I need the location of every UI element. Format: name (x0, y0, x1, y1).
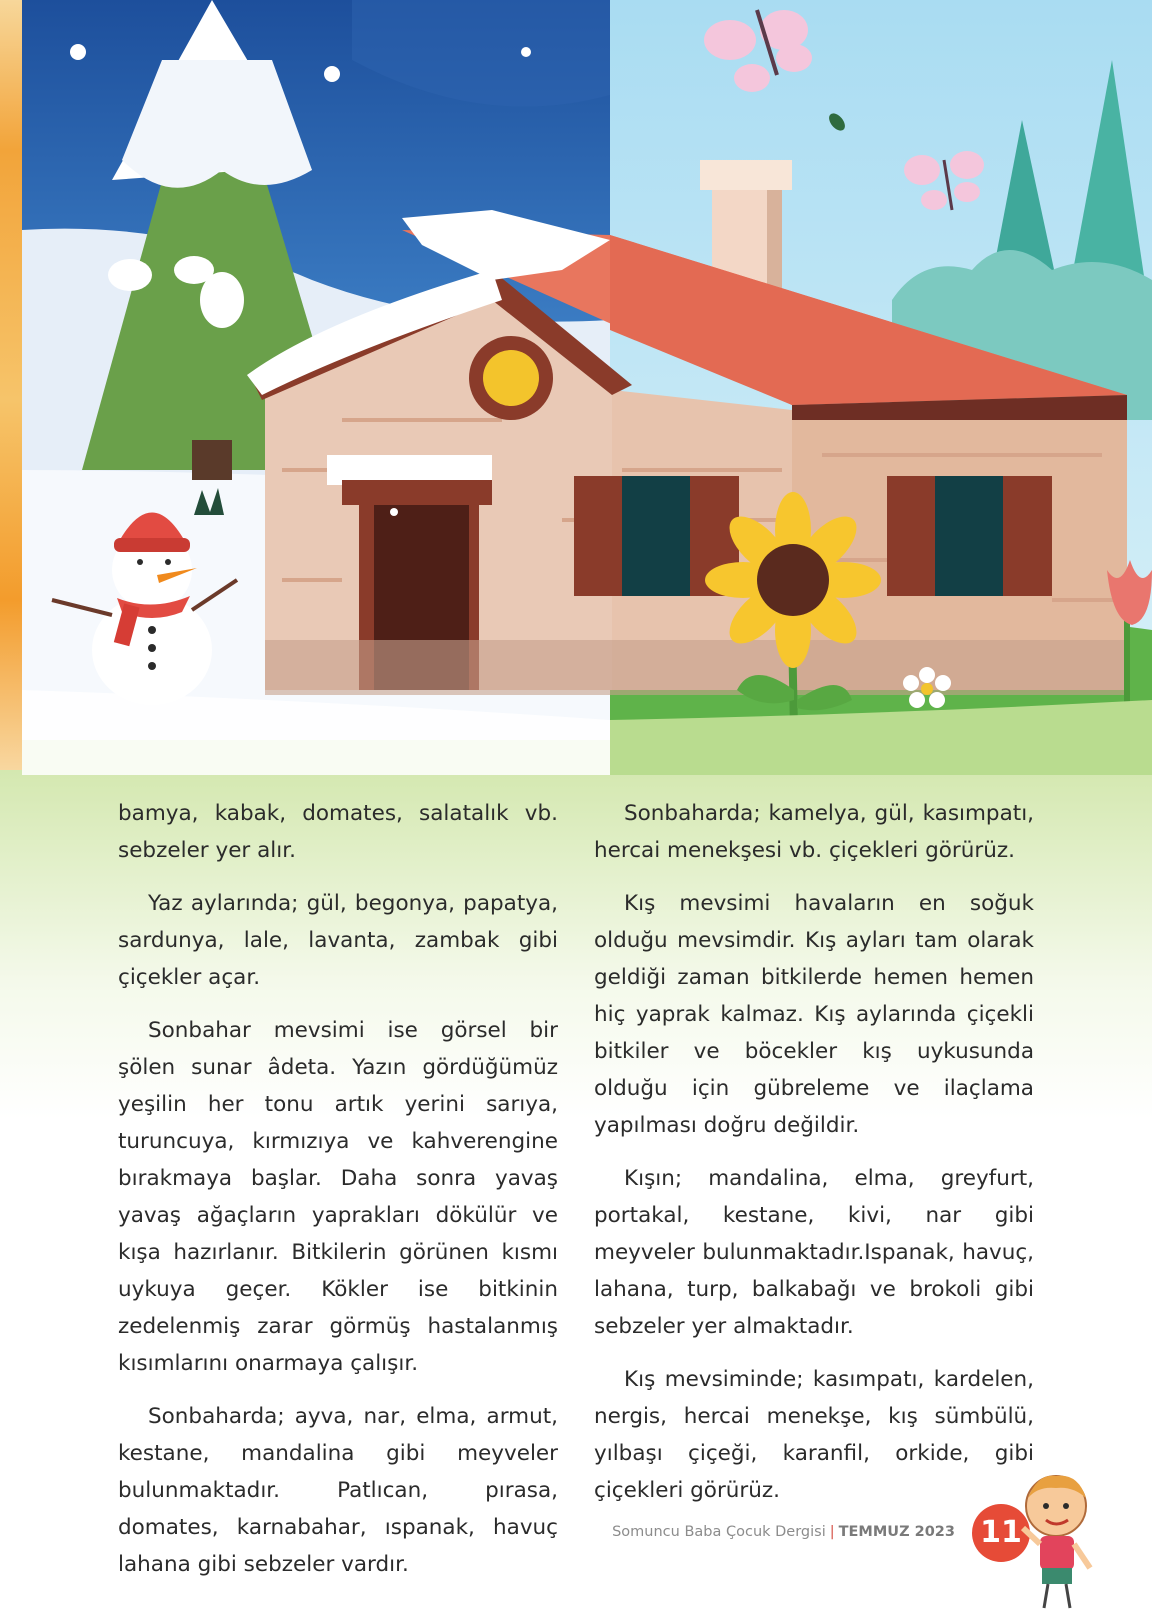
seasons-house-illustration (22, 0, 1152, 775)
footer-separator: | (829, 1524, 835, 1540)
issue-date: TEMMUZ 2023 (838, 1524, 955, 1540)
article-column-right (594, 795, 1034, 1525)
article-column-left (118, 795, 558, 1599)
paragraph: Yaz aylarında; gül, begonya, papatya, sardunya, lale, lavanta, zambak gibi çiçekler açar. (118, 891, 558, 990)
magazine-name: Somuncu Baba Çocuk Dergisi (612, 1524, 826, 1540)
paragraph: Kış mevsimi havaların en soğuk olduğu mevsimdir. Kış ayları tam olarak geldiği zaman bitkilerde hemen hemen hiç yaprak kalmaz. Kış aylarında çiçekli bitkiler ve böcekler kış uykusunda olduğu için gübreleme ve ilaçlama yapılması doğru değildir. (594, 891, 1034, 1138)
paragraph: Sonbaharda; ayva, nar, elma, armut, kestane, mandalina gibi meyveler bulunmaktadır. Patlıcan, pırasa, domates, karnabahar, ıspanak, havuç lahana gibi sebzeler vardır. (118, 1404, 558, 1577)
page-number-badge: 11 (972, 1504, 1030, 1562)
paragraph: Sonbaharda; kamelya, gül, kasımpatı, hercai menekşesi vb. çiçekleri görürüz. (594, 801, 1034, 863)
paragraph: bamya, kabak, domates, salatalık vb. sebzeler yer alır. (118, 801, 558, 863)
paragraph: Kış mevsiminde; kasımpatı, kardelen, nergis, hercai menekşe, kış sümbülü, yılbaşı çiçeği, karanfil, orkide, gibi çiçekleri görürüz. (594, 1367, 1034, 1503)
page-edge-strip (0, 0, 22, 770)
paragraph: Kışın; mandalina, elma, greyfurt, portakal, kestane, kivi, nar gibi meyveler bulunmaktadır.Ispanak, havuç, lahana, turp, balkabağı ve brokoli gibi sebzeler yer almaktadır. (594, 1166, 1034, 1339)
kid-mascot-icon (1018, 1468, 1098, 1618)
page-footer (560, 1524, 955, 1540)
paragraph: Sonbahar mevsimi ise görsel bir şölen sunar âdeta. Yazın gördüğümüz yeşilin her tonu artık yerini sarıya, turuncuya, kırmızıya ve kahverengine bırakmaya başlar. Daha sonra yavaş yavaş ağaçların yaprakları dökülür ve kışa hazırlanır. Bitkilerin görünen kısmı uykuya geçer. Kökler ise bitkinin zedelenmiş zarar görmüş hastalanmış kısımlarını onarmaya çalışır. (118, 1018, 558, 1376)
